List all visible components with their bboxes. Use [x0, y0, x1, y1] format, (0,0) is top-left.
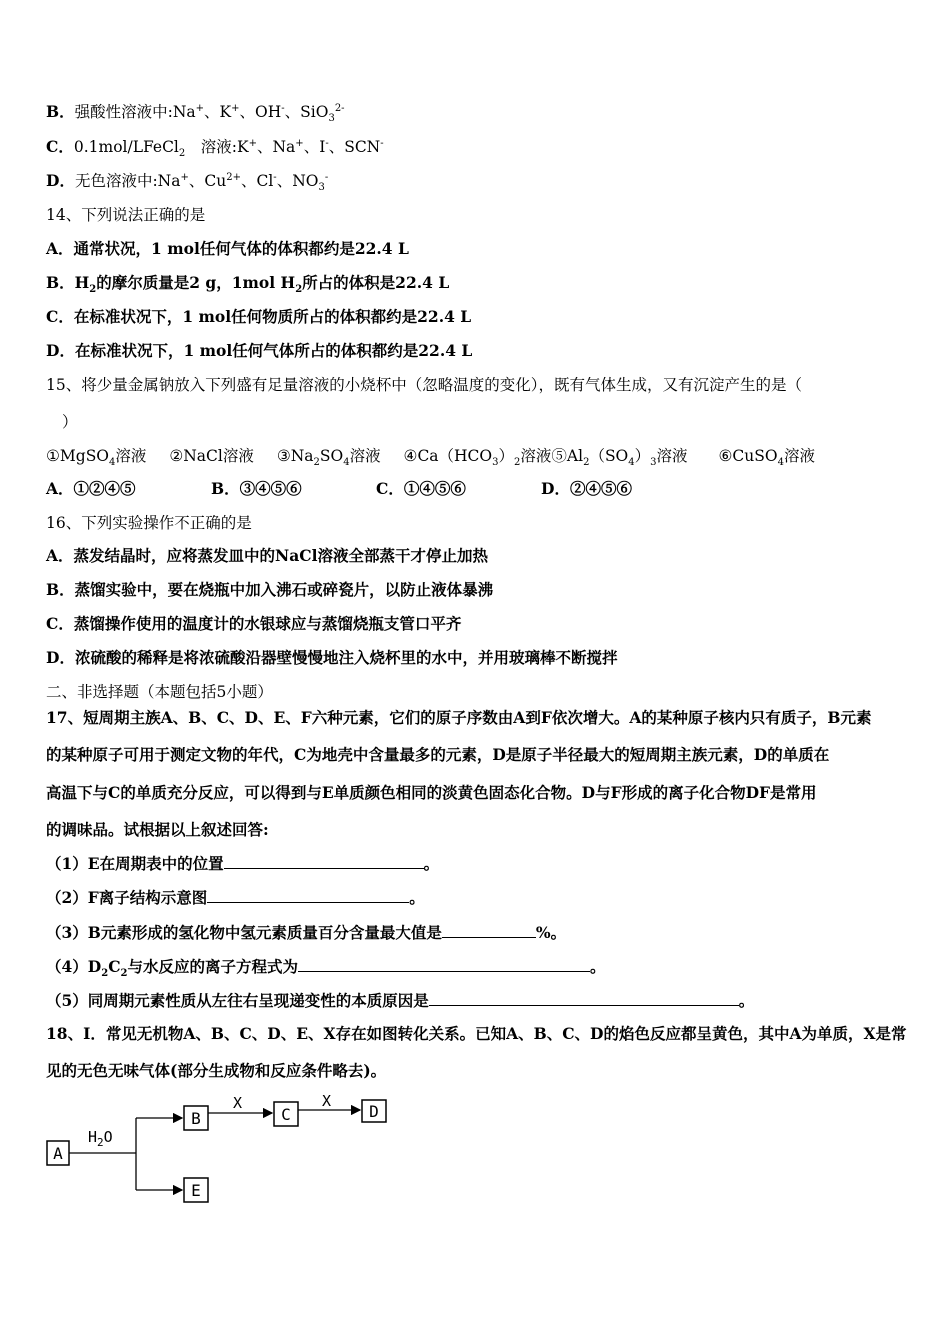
q17-sub-2: （2）F离子结构示意图 。 — [46, 888, 425, 907]
answer-blank-3[interactable] — [442, 922, 536, 938]
answer-blank-2[interactable] — [207, 887, 409, 903]
node-a — [47, 1141, 69, 1165]
node-d-label: D — [369, 1102, 379, 1121]
q14-stem: 14、下列说法正确的是 — [46, 206, 206, 224]
q14-option-b: B．$H_2$的摩尔质量是2 g，1mol $H_2$所占的体积是22.4 L — [46, 273, 450, 296]
q17-sub-5: （5）同周期元素性质从左往右呈现递变性的本质原因是 。 — [46, 991, 755, 1010]
x-label-2: X — [322, 1092, 332, 1110]
h2o-label: $H_2O$ — [88, 1128, 113, 1149]
q13-option-c: C．0.1mol/LFeCl$_2$ 溶液:K+、Na+、I-、SCN- — [46, 137, 384, 160]
q15-option-b: B．③④⑤⑥ — [211, 479, 302, 498]
q17-sub-3: （3）B元素形成的氢化物中氢元素质量百分含量最大值是 %。 — [46, 923, 567, 942]
answer-blank-5[interactable] — [429, 990, 739, 1006]
transformation-diagram — [40, 1090, 400, 1215]
q17-sub-4: $(4)D_2C_2$与水反应的离子方程式为 。 — [46, 957, 606, 980]
section-heading: 二、非选择题（本题包括5小题） — [46, 683, 273, 701]
node-d — [362, 1100, 386, 1122]
q18-line-2: 见的无色无味气体(部分生成物和反应条件略去)。 — [46, 1061, 387, 1080]
q17-line-2: 的某种原子可用于测定文物的年代，C为地壳中含量最多的元素，D是原子半径最大的短周期主族元素，D的单质在 — [46, 745, 830, 764]
q15-stem-end: ） — [62, 413, 78, 431]
x-label-1: X — [233, 1094, 243, 1112]
q15-option-c: C．①④⑤⑥ — [376, 479, 466, 498]
q17-sub-1: （1）E在周期表中的位置 。 — [46, 854, 440, 873]
answer-blank-1[interactable] — [224, 853, 424, 869]
q16-option-b: B．蒸馏实验中，要在烧瓶中加入沸石或碎瓷片，以防止液体暴沸 — [46, 580, 494, 599]
node-c — [274, 1102, 298, 1126]
q17-line-3: 高温下与C的单质充分反应，可以得到与E单质颜色相同的淡黄色固态化合物。D与F形成的离子化合物DF是常用 — [46, 783, 817, 802]
node-c-label: C — [281, 1105, 291, 1124]
q14-option-c: C．在标准状况下，1 mol任何物质所占的体积都约是22.4 L — [46, 307, 472, 326]
node-b-label: B — [191, 1109, 201, 1128]
node-a-label: A — [53, 1144, 63, 1163]
q16-option-a: A．蒸发结晶时，应将蒸发皿中的NaCl溶液全部蒸干才停止加热 — [46, 546, 488, 565]
q13-option-b: B．强酸性溶液中:Na+、K+、OH-、SiO$_3^{2-}$ — [46, 102, 345, 125]
q14-option-a: A．通常状况，1 mol任何气体的体积都约是22.4 L — [46, 239, 409, 258]
node-e — [184, 1178, 208, 1202]
q16-stem: 16、下列实验操作不正确的是 — [46, 514, 252, 532]
q16-option-d: D．浓硫酸的稀释是将浓硫酸沿器壁慢慢地注入烧杯里的水中，并用玻璃棒不断搅拌 — [46, 648, 618, 667]
q17-line-4: 的调味品。试根据以上叙述回答: — [46, 820, 269, 839]
node-b — [184, 1106, 208, 1130]
q17-line-1: 17、短周期主族A、B、C、D、E、F六种元素，它们的原子序数由A到F依次增大。A的某种原子核内只有质子，B元素 — [46, 708, 872, 727]
q16-option-c: C．蒸馏操作使用的温度计的水银球应与蒸馏烧瓶支管口平齐 — [46, 614, 462, 633]
q15-items: ①MgSO$_4$溶液 ②NaCl溶液 $③Na_2SO_4$溶液 $④Ca(HCO_3)_2$溶液$⑤Al_2(SO_4)_3$溶液 ⑥CuSO$_4$溶液 — [46, 447, 815, 469]
q15-option-a: A．①②④⑤ — [46, 479, 136, 498]
q18-line-1: 18、I．常见无机物A、B、C、D、E、X存在如图转化关系。已知A、B、C、D的焰色反应都呈黄色，其中A为单质，X是常 — [46, 1024, 907, 1043]
q15-option-d: D．②④⑤⑥ — [541, 479, 632, 498]
q14-option-d: D．在标准状况下，1 mol任何气体所占的体积都约是22.4 L — [46, 341, 473, 360]
node-e-label: E — [191, 1181, 201, 1200]
q13-option-d: D．无色溶液中:Na+、$Cu^{2+}$、Cl-、$NO_3^-$ — [46, 171, 329, 194]
answer-blank-4[interactable] — [298, 956, 590, 972]
q15-stem: 15、将少量金属钠放入下列盛有足量溶液的小烧杯中（忽略温度的变化），既有气体生成，又有沉淀产生的是（ — [46, 376, 802, 394]
